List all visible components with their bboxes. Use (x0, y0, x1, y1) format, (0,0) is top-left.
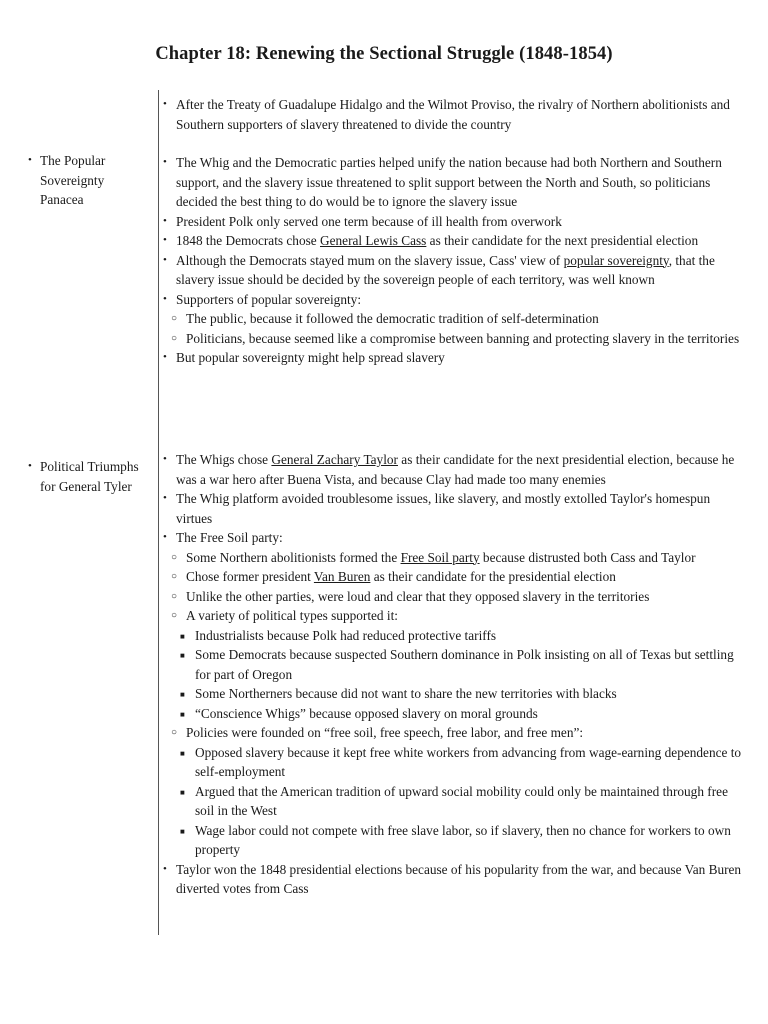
note-text: Wage labor could not compete with free slave labor, so if slavery, then no chance for workers to own property (195, 822, 731, 857)
note-text: Politicians, because seemed like a compromise between banning and protecting slavery in the territories (186, 330, 740, 346)
key-term: popular sovereignty (563, 252, 669, 268)
note-text: Industrialists because Polk had reduced protective tariffs (195, 627, 497, 643)
bullet-marker: • (163, 351, 167, 363)
intro-notes (160, 95, 742, 134)
note-text: After the Treaty of Guadalupe Hidalgo and the Wilmot Proviso, the rivalry of Northern abolitionists and Southern supporters of slavery threatened to divide the country (176, 97, 730, 132)
section2-notes (160, 450, 742, 899)
note-text: But popular sovereignty might help spread slavery (176, 350, 445, 365)
note-item (160, 212, 742, 232)
note-text: Some Northern abolitionists formed the (186, 549, 401, 565)
note-text: Supporters of popular sovereignty: (176, 291, 362, 307)
bullet-marker: • (163, 492, 167, 504)
key-term: Free Soil party (400, 549, 480, 565)
bullet-marker: ■ (180, 826, 185, 836)
note-subsubitem (160, 645, 742, 684)
note-item (160, 860, 742, 899)
bullet-marker: • (28, 154, 32, 166)
note-subitem (160, 606, 742, 626)
note-item (160, 528, 742, 548)
note-text: Chose former president (186, 569, 314, 584)
topic-political-triumphs (28, 457, 146, 496)
note-subitem (160, 548, 742, 568)
note-text: 1848 the Democrats chose (176, 233, 321, 248)
note-subsubitem (160, 684, 742, 704)
note-subsubitem (160, 743, 742, 782)
note-item (160, 153, 742, 212)
note-subitem (160, 587, 742, 607)
bullet-marker: ■ (180, 748, 185, 758)
bullet-marker: ■ (180, 690, 185, 699)
note-text: as their candidate for the next presidential election, because he was a war hero after Buena Vista, and because Clay had made too many enemies (176, 452, 735, 487)
note-text: “Conscience Whigs” because opposed slavery on moral grounds (195, 705, 538, 721)
note-item (160, 231, 742, 251)
key-term: General Zachary Taylor (271, 452, 398, 467)
note-item (160, 290, 742, 310)
bullet-marker: • (163, 292, 167, 305)
note-text: as their candidate for the presidential election (370, 569, 616, 584)
topic-label: Political Triumphs for General Tyler (40, 459, 139, 494)
note-text: Taylor won the 1848 presidential elections because of his popularity from the war, and because Van Buren diverted votes from Cass (176, 861, 742, 896)
note-text: The public, because it followed the democratic tradition of self-determination (186, 311, 599, 326)
note-item (160, 489, 742, 528)
bullet-marker: ○ (171, 551, 178, 563)
note-text: A variety of political types supported it: (186, 608, 398, 623)
bullet-marker: • (163, 234, 167, 246)
key-term: General Lewis Cass (320, 233, 427, 248)
topic-popular-sovereignty (28, 151, 146, 210)
bullet-marker: ○ (171, 332, 178, 344)
bullet-marker: • (163, 214, 167, 227)
bullet-marker: ■ (180, 631, 185, 641)
bullet-marker: ○ (171, 571, 178, 582)
bullet-marker: ○ (171, 727, 178, 738)
bullet-marker: • (163, 453, 167, 465)
note-text: The Whigs chose (176, 452, 272, 467)
note-subitem (160, 723, 742, 743)
page-title: Chapter 18: Renewing the Sectional Struggle (1848-1854) (155, 44, 613, 64)
bullet-marker: ■ (180, 787, 185, 797)
note-text: Some Northerners because did not want to share the new territories with blacks (195, 686, 617, 701)
bullet-marker: • (163, 862, 167, 875)
bullet-marker: • (163, 253, 167, 266)
note-subsubitem (160, 821, 742, 860)
note-text: because distrusted both Cass and Taylor (479, 549, 696, 565)
note-subsubitem (160, 704, 742, 724)
bullet-marker: ○ (171, 590, 178, 602)
note-text: Policies were founded on “free soil, free speech, free labor, and free men”: (186, 725, 584, 740)
note-subitem (160, 567, 742, 587)
note-item (160, 251, 742, 290)
note-item (160, 95, 742, 134)
note-subitem (160, 309, 742, 329)
note-text: , that the slavery issue should be decided by the sovereign people of each territory, was well known (176, 252, 715, 287)
bullet-marker: • (163, 98, 167, 110)
note-text: The Whig platform avoided troublesome issues, like slavery, and mostly extolled Taylor's homespun virtues (176, 491, 711, 526)
bullet-marker: • (163, 156, 167, 168)
note-text: President Polk only served one term because of ill health from overwork (176, 213, 562, 229)
note-text: Although the Democrats stayed mum on the slavery issue, Cass' view of (176, 252, 564, 268)
note-text: The Free Soil party: (176, 530, 283, 545)
note-text: Some Democrats because suspected Southern dominance in Polk insisting on all of Texas but settling for part of Oregon (195, 647, 734, 682)
note-subitem (160, 329, 742, 349)
note-text: as their candidate for the next presidential election (426, 233, 699, 248)
note-text: Argued that the American tradition of upward social mobility could only be maintained through free soil in the West (195, 783, 728, 818)
bullet-marker: ■ (180, 651, 185, 660)
bullet-marker: • (163, 531, 167, 543)
note-text: Opposed slavery because it kept free white workers from advancing from wage-earning dependence to self-employment (195, 744, 742, 779)
bullet-marker: ○ (171, 610, 178, 621)
bullet-marker: ○ (171, 313, 178, 324)
topic-label: The Popular Sovereignty Panacea (40, 153, 106, 207)
note-subsubitem (160, 626, 742, 646)
bullet-marker: • (28, 460, 32, 472)
section1-notes (160, 153, 742, 368)
note-item (160, 348, 742, 368)
note-item (160, 450, 742, 489)
bullet-marker: ■ (180, 709, 185, 719)
key-term: Van Buren (313, 569, 371, 584)
note-text: The Whig and the Democratic parties helped unify the nation because had both Northern and Southern support, and the slavery issue threatened to split support between the North and South, so politicians decided the best thing to do would be to ignore the slavery issue (176, 155, 722, 209)
note-text: Unlike the other parties, were loud and clear that they opposed slavery in the territories (186, 588, 650, 604)
column-divider (158, 90, 159, 935)
note-subsubitem (160, 782, 742, 821)
